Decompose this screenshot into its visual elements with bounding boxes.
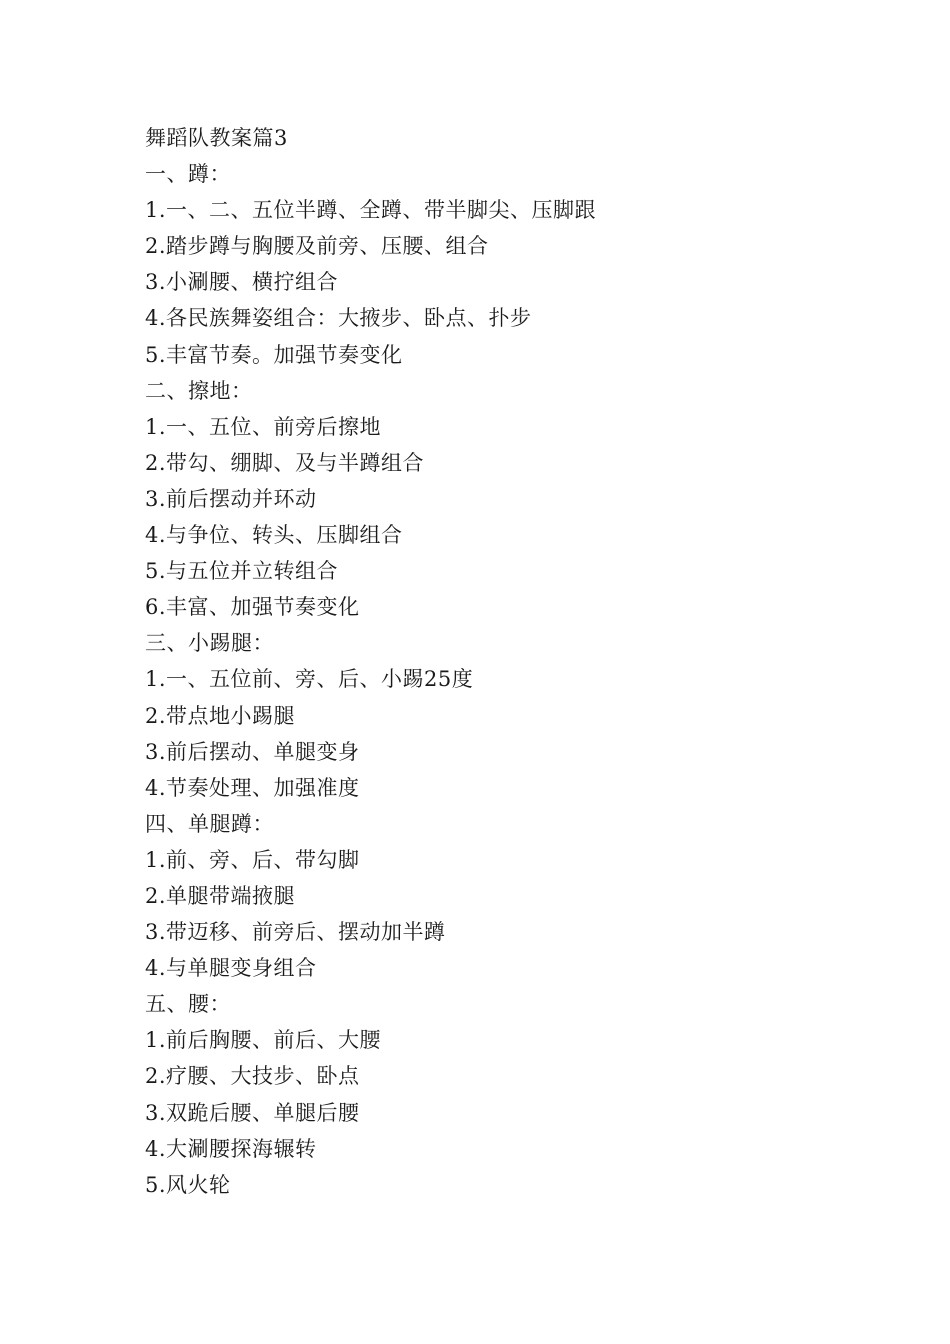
list-item: 1.一、二、五位半蹲、全蹲、带半脚尖、压脚跟 [145,198,597,223]
section-heading-squat: 一、蹲： [145,162,231,187]
list-item: 4.各民族舞姿组合：大掖步、卧点、扑步 [145,306,532,331]
list-item: 3.前后摆动并环动 [145,486,317,511]
document-title: 舞蹈队教案篇3 [145,126,288,150]
list-item: 2.带点地小踢腿 [145,703,296,728]
list-item: 4.与单腿变身组合 [145,956,317,981]
list-item: 4.与争位、转头、压脚组合 [145,523,403,548]
list-item: 6.丰富、加强节奏变化 [145,595,360,620]
document-body [145,120,845,1203]
list-item: 3.带迈移、前旁后、摆动加半蹲 [145,920,446,945]
list-item: 1.前后胸腰、前后、大腰 [145,1028,382,1053]
list-item: 1.前、旁、后、带勾脚 [145,847,360,872]
list-item: 3.小涮腰、横拧组合 [145,270,339,295]
list-item: 1.一、五位、前旁后擦地 [145,414,382,439]
section-heading-waist: 五、腰： [145,992,231,1017]
list-item: 2.疗腰、大技步、卧点 [145,1064,360,1089]
section-heading-single-leg-squat: 四、单腿蹲： [145,811,274,836]
list-item: 1.一、五位前、旁、后、小踢25度 [145,667,474,692]
section-heading-small-kick: 三、小踢腿： [145,631,274,656]
list-item: 2.单腿带端掖腿 [145,883,296,908]
list-item: 4.节奏处理、加强准度 [145,775,360,800]
list-item: 5.风火轮 [145,1172,231,1197]
list-item: 3.双跪后腰、单腿后腰 [145,1100,360,1125]
list-item: 2.带勾、绷脚、及与半蹲组合 [145,450,425,475]
list-item: 4.大涮腰探海辗转 [145,1136,317,1161]
section-heading-tendu: 二、擦地： [145,378,253,403]
list-item: 5.与五位并立转组合 [145,559,339,584]
list-item: 3.前后摆动、单腿变身 [145,739,360,764]
list-item: 2.踏步蹲与胸腰及前旁、压腰、组合 [145,234,489,259]
list-item: 5.丰富节奏。加强节奏变化 [145,342,403,367]
